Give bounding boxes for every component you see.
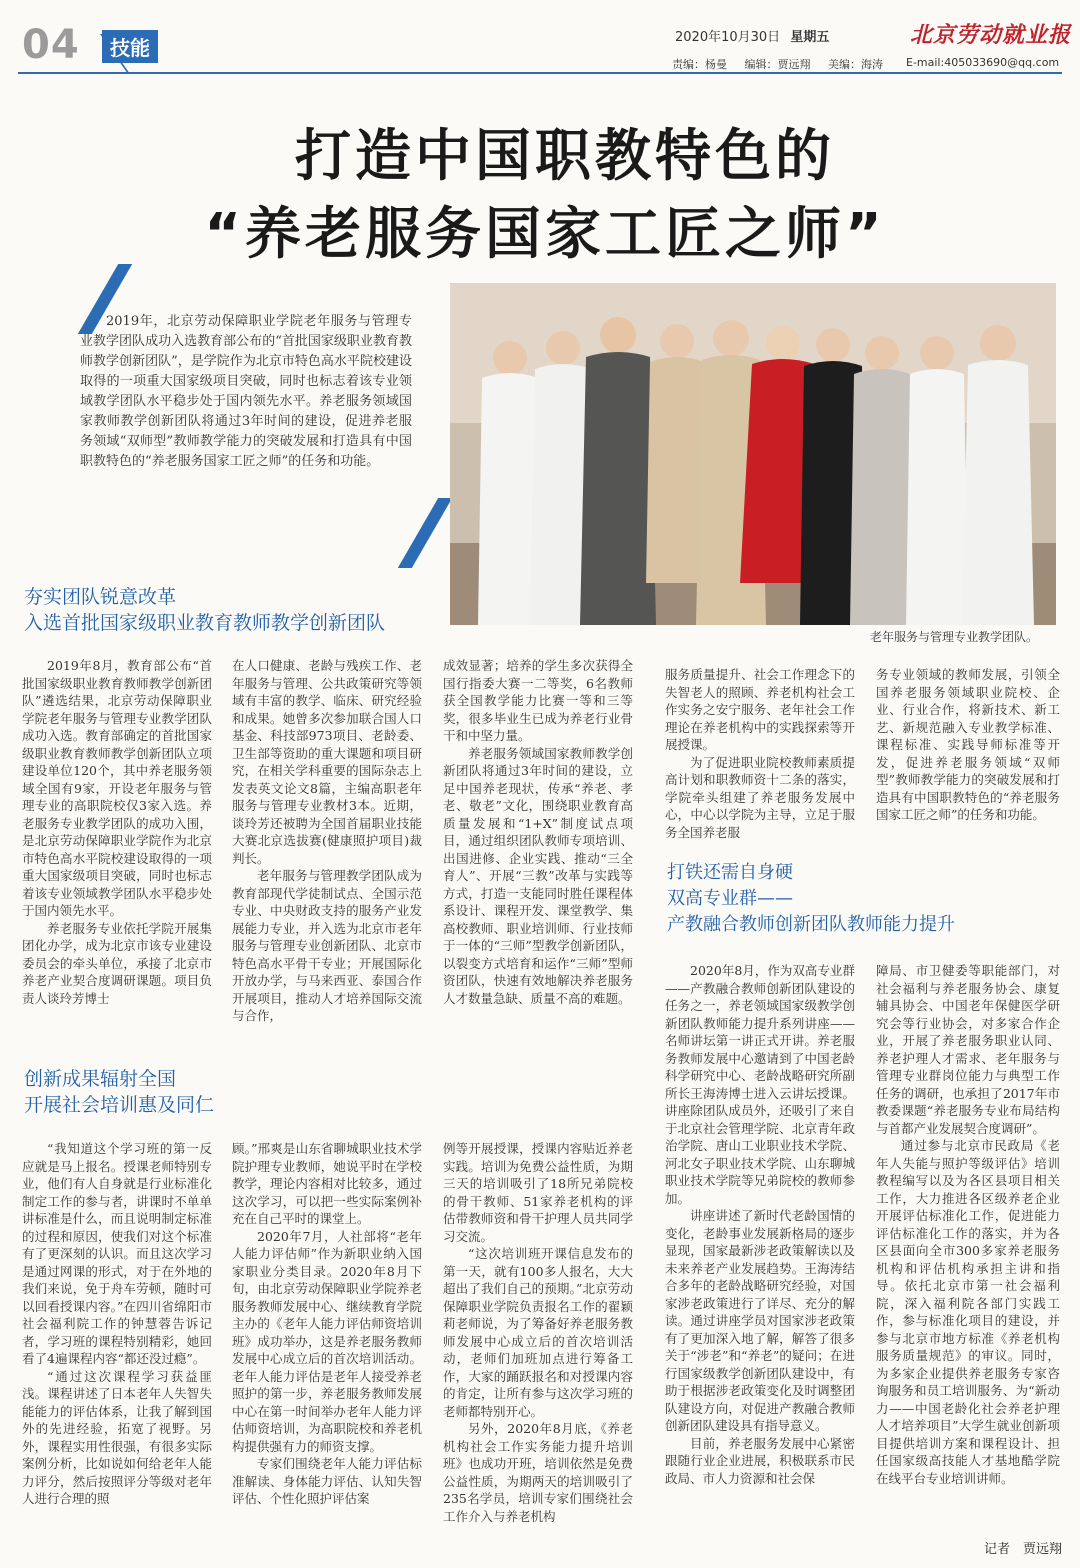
paragraph: “这次培训班开课信息发布的第一天，就有100多人报名，大大超出了我们自己的预期。”北京劳动保障职业学院负责报名工作的翟颖莉老师说，为了筹备好养老服务教师发展中心成立后的首次培训活动，老师们加班加点进行筹备工作，大家的踊跃报名和对授课内容的肯定，让所有参与这次学习班的老师都特别开心。	[443, 1246, 633, 1419]
paragraph: 养老服务专业依托学院开展集团化办学，成为北京市该专业建设委员会的牵头单位，承接了北京市养老产业契合度调研课题。项目负责人谈玲芳博士	[22, 920, 212, 1006]
reporter-byline: 记者 贾远翔	[984, 1542, 1063, 1557]
section3-title-line2: 双高专业群——	[667, 888, 793, 909]
section-label: 技能	[102, 30, 158, 63]
section3-column-1	[665, 962, 855, 1487]
section1-title	[24, 584, 385, 636]
section3-column-2	[876, 962, 1060, 1487]
credit-art-editor: 美编：海涛	[828, 58, 883, 71]
page-number: 04	[22, 22, 80, 68]
right-column-4-top	[665, 666, 855, 841]
section3-title	[667, 860, 955, 938]
paragraph: 2020年7月，人社部将“老年人能力评估师”作为新职业纳入国家职业分类目录。2020年8月下旬，由北京劳动保障职业学院养老服务教师发展中心、继续教育学院主办的《老年人能力评估师资培训班》成功举办，这是养老服务教师发展中心成立后的首次培训活动。老年人能力评估是老年人接受养老照护的第一步，养老服务教师发展中心在第一时间举办老年人能力评估师资培训，为高职院校和养老机构提供强有力的师资支撑。	[232, 1228, 422, 1454]
slash-decoration	[398, 498, 452, 568]
section1-title-line2: 入选首批国家级职业教育教师教学创新团队	[24, 612, 386, 634]
date-text: 2020年10月30日	[675, 30, 781, 45]
section3-title-line3: 产教融合教师创新团队教师能力提升	[667, 914, 955, 935]
section2-title-line1: 创新成果辐射全国	[24, 1068, 177, 1090]
header-rule	[18, 72, 1062, 74]
paragraph: “通过这次课程学习获益匪浅。课程讲述了日本老年人失智失能能力的评估体系，让我了解到国外的先进经验，拓宽了视野。另外，课程实用性很强，有很多实际案例分析，比如说如何给老年人能力评分，然后按照评分等级对老年人进行合理的照	[22, 1368, 212, 1506]
paragraph: 目前，养老服务发展中心紧密跟随行业企业进展，积极联系市民政局、市人力资源和社会保	[665, 1435, 855, 1486]
headline-line-1: 打造中国职教特色的	[295, 124, 835, 189]
section2-column-3	[443, 1140, 633, 1525]
photo-caption: 老年服务与管理专业教学团队。	[870, 630, 1039, 644]
section1-column-2	[232, 657, 422, 1025]
section1-column-1	[22, 657, 212, 1007]
newspaper-logo: 北京劳动就业报	[910, 23, 1072, 48]
paragraph: 通过参与北京市民政局《老年人失能与照护等级评估》培训教程编写以及为各区县项目相关工作，大力推进各区级养老企业开展评估标准化工作，促进能力评估标准化工作的落实，并为各区县面向全市300多家养老服务机构和评估机构承担主讲和指导。依托北京市第一社会福利院，深入福利院各部门实践工作，参与标准化项目的建设，并参与北京市地方标准《养老机构服务质量规范》的审议。同时，为多家企业提供养老服务专家咨询服务和员工培训服务、为“新动力——中国老龄化社会养老护理人才培养项目”大学生就业创新项目提供培训方案和课程设计、担任国家级高技能人才基地酷学院在线平台专业培训讲师。	[876, 1138, 1060, 1486]
weekday-text: 星期五	[790, 30, 830, 45]
paragraph: 例等开展授课，授课内容贴近养老实践。培训为免费公益性质，为期三天的培训吸引了18所兄弟院校的骨干教师、51家养老机构的评估带教师资和骨干护理人员共同学习交流。	[443, 1141, 633, 1244]
paragraph: 务专业领域的教师发展，引领全国养老服务领域职业院校、企业、行业合作，将新技术、新工艺、新规范融入专业教学标准、课程标准、实践导师标准等开发，促进养老服务领域“双师型”教师教学能力的突破发展和打造具有中国职教特色的“养老服务国家工匠之师”的任务和功能。	[876, 667, 1060, 822]
paragraph: 2020年8月，作为双高专业群——产教融合教师创新团队建设的任务之一，养老领域国家级教学创新团队教师能力提升系列讲座——名师讲坛第一讲正式开讲。养老服务教师发展中心邀请到了中国老龄科学研究中心、老龄战略研究所副所长王海涛博士进入云讲坛授课。讲座除团队成员外，还吸引了来自于北京社会管理学院、北京青年政治学院、唐山工业职业技术学院、河北女子职业技术学院、山东聊城职业技术学院等兄弟院校的教师参加。	[665, 963, 855, 1206]
section2-column-1	[22, 1140, 212, 1508]
credit-editor: 编辑：贾远翔	[744, 58, 811, 71]
paragraph: 养老服务领域国家教师教学创新团队将通过3年时间的建设，立足中国养老现状，传承“养老、孝老、敬老”文化，围绕职业教育高质量发展和“1+X”制度试点项目，通过组织团队教师专项培训、出国进修、企业实践、推动“三全育人”、开展“三教”改革与实践等方式，打造一支能同时胜任课程体系设计、课程开发、课堂教学、集高校教师、职业培训师、行业技师于一体的“三师”型教学创新团队，以裂变方式培育和运作“三师”型师资团队，快速有效地解决养老服务人才数量急缺、质量不高的难题。	[443, 745, 633, 1006]
team-photo-illustration	[450, 283, 1056, 625]
right-column-5-top	[876, 666, 1060, 824]
team-photo	[450, 283, 1056, 625]
section3-title-line1: 打铁还需自身硬	[667, 862, 793, 883]
lead-paragraph: 2019年，北京劳动保障职业学院老年服务与管理专业教学团队成功入选教育部公布的“首批国家级职业教育教师教学创新团队”，是学院作为北京市特色高水平院校建设取得的一项重大国家级项目突破，同时也标志着该专业领域教学团队水平稳步处于国内领先水平。养老服务领域国家教师教学创新团队将通过3年时间的建设，促进养老服务领域“双师型”教师教学能力的突破发展和打造具有中国职教特色的“养老服务国家工匠之师”的任务和功能。	[80, 314, 412, 469]
paragraph: 另外，2020年8月底，《养老机构社会工作实务能力提升培训班》也成功开班，培训依然是免费公益性质，为期两天的培训吸引了235名学员，培训专家们围绕社会工作介入与养老机构	[443, 1421, 633, 1524]
paragraph: 老年服务与管理教学团队成为教育部现代学徒制试点、全国示范专业、中央财政支持的服务产业发展能力专业，并入选为北京市老年服务与管理专业创新团队、北京市特色高水平骨干专业；开展国际化开放办学，与马来西亚、泰国合作开展项目，推动人才培养国际交流与合作，	[232, 868, 422, 1023]
section2-column-2	[232, 1140, 422, 1508]
credits	[672, 56, 897, 72]
section2-title-line2: 开展社会培训惠及同仁	[24, 1094, 215, 1116]
issue-date	[675, 26, 829, 45]
paragraph: 2019年8月，教育部公布“首批国家级职业教育教师教学创新团队”遴选结果，北京劳动保障职业学院老年服务与管理专业教学团队成功入选。教育部确定的首批国家级职业教育教师教学创新团队立项建设单位120个，其中养老服务领域全国有9家，开设老年服务与管理专业的高职院校仅3家入选。养老服务专业教学团队的成功入围，是北京劳动保障职业学院作为北京市特色高水平院校建设取得的一项重大国家级项目突破，同时也标志着该专业领域教学团队水平稳步处于国内领先水平。	[22, 658, 212, 918]
paragraph: 为了促进职业院校教师素质提高计划和职教师资十二条的落实，学院牵头组建了养老服务发展中心，中心以学院为主导，立足于服务全国养老服	[665, 754, 855, 840]
paragraph: 在人口健康、老龄与残疾工作、老年服务与管理、公共政策研究等领域有丰富的教学、临床、研究经验和成果。她曾多次参加联合国人口基金、科技部973项目、老龄委、卫生部等资助的重大课题和项目研究，在相关学科重要的国际杂志上发表英文论文8篇，主编高职老年服务与管理专业教材3本。近期，谈玲芳还被聘为全国首届职业技能大赛北京选拔赛(健康照护项目)裁判长。	[232, 658, 422, 866]
paragraph: “我知道这个学习班的第一反应就是马上报名。授课老师特别专业，他们有人自身就是行业标准化制定工作的参与者，讲课时不单单讲标准是什么，而且说明制定标准的过程和原因，使我们对这个标准有了更深刻的认识。而且这次学习是通过网课的形式，对于在外地的我们来说，免于舟车劳顿，随时可以回看授课内容。”在四川省绵阳市社会福利院工作的钟慧蓉告诉记者，学习班的课程特别精彩，她回看了4遍课程内容“都还没过瘾”。	[22, 1141, 212, 1366]
paragraph: 专家们围绕老年人能力评估标准解读、身体能力评估、认知失智评估、个性化照护评估案	[232, 1456, 422, 1506]
paragraph: 顾。”邢爽是山东省聊城职业技术学院护理专业教师，她说平时在学校教学，理论内容相对比较多，通过这次学习，可以把一些实际案例补充在自己平时的课堂上。	[232, 1141, 422, 1226]
person-figures	[478, 317, 1034, 625]
headline-line-2: “养老服务国家工匠之师”	[204, 202, 886, 267]
paragraph: 讲座讲述了新时代老龄国情的变化，老龄事业发展新格局的逐步显现，国家最新涉老政策解读以及未来养老产业发展趋势。王海涛结合多年的老龄战略研究经验，对国家涉老政策进行了详尽、充分的解读。通过讲座学员对国家涉老政策有了更加深入地了解，解答了很多关于“涉老”和“养老”的疑问；在进行国家级教学创新团队建设中，有助于根据涉老政策变化及时调整团队建设方向，对促进产教融合教师创新团队建设具有指导意义。	[665, 1208, 855, 1433]
section2-title	[24, 1066, 214, 1118]
contact-email: E-mail:405033690@qq.com	[906, 56, 1060, 69]
paragraph: 障局、市卫健委等职能部门，对社会福利与养老服务协会、康复辅具协会、中国老年保健医学研究会等行业协会，对多家合作企业，开展了养老服务职业认同、养老护理人才需求、老年服务与管理专业群岗位能力与典型工作任务的调研，也承担了2017年市教委课题“养老服务专业布局结构与首都产业发展契合度调研”。	[876, 963, 1060, 1136]
section1-title-line1: 夯实团队锐意改革	[24, 586, 177, 608]
paragraph: 服务质量提升、社会工作理念下的失智老人的照顾、养老机构社会工作实务之安宁服务、老年社会工作理论在养老机构中的实践探索等开展授课。	[665, 667, 855, 752]
credit-editor-in-charge: 责编：杨曼	[672, 58, 727, 71]
paragraph: 成效显著；培养的学生多次获得全国行指委大赛一二等奖，6名教师获全国教学能力比赛一等和三等奖，很多毕业生已成为养老行业骨干和中坚力量。	[443, 658, 633, 743]
section1-column-3	[443, 657, 633, 1007]
